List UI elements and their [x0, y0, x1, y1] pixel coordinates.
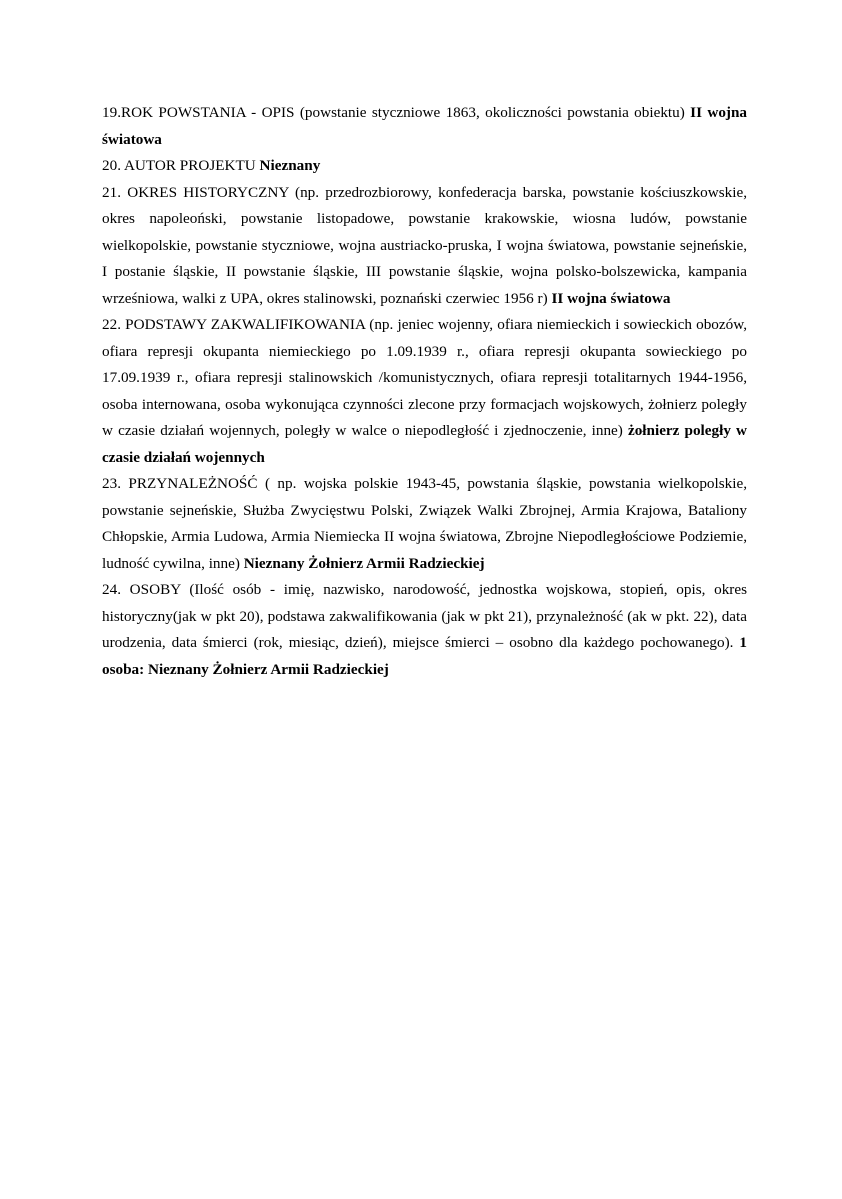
- item-23-przynaleznosc: [102, 471, 747, 577]
- item-label: 19.ROK POWSTANIA - OPIS: [102, 104, 295, 121]
- document-page: [102, 100, 747, 683]
- item-label: 22. PODSTAWY ZAKWALIFIKOWANIA: [102, 316, 366, 333]
- item-description: (Ilość osób - imię, nazwisko, narodowość, jednostka wojskowa, stopień, opis, okres historyczny(jak w pkt 20), podstawa zakwalifikowania (jak w pkt 21), przynależność (ak w pkt. 22), data urodzenia, data śmierci (rok, miesiąc, dzień), miejsce śmierci – osobno dla każdego pochowanego).: [102, 581, 748, 651]
- item-description: (np. jeniec wojenny, ofiara niemieckich i sowieckich obozów, ofiara represji okupanta niemieckiego po 1.09.1939 r., ofiara represji okupanta sowieckiego po 17.09.1939 r., ofiara represji stalinowskich /komunistycznych, ofiara represji totalitarnych 1944-1956, osoba internowana, osoba wykonująca czynności zlecone przy formacjach wojskowych, żołnierz poległy w czasie działań wojennych, poległy w walce o niepodległość i zjednoczenie, inne): [102, 316, 747, 439]
- item-answer: Nieznany Żołnierz Armii Radzieckiej: [243, 554, 485, 572]
- item-label: 23. PRZYNALEŻNOŚĆ: [102, 475, 258, 492]
- item-20-autor-projektu: [102, 153, 747, 180]
- item-label: 21. OKRES HISTORYCZNY: [102, 183, 289, 201]
- item-description: ( np. wojska polskie 1943-45, powstania śląskie, powstania wielkopolskie, powstanie sejneńskie, Służba Zwycięstwu Polski, Związek Walki Zbrojnej, Armia Krajowa, Bataliony Chłopskie, Armia Ludowa, Armia Niemiecka II wojna światowa, Zbrojne Niepodległościowe Podziemie, ludność cywilna, inne): [102, 475, 748, 572]
- item-answer: 1 osoba: Nieznany Żołnierz Armii Radzieckiej: [102, 634, 747, 678]
- item-answer: II wojna światowa: [551, 289, 671, 307]
- item-answer: żołnierz poległy w czasie działań wojennych: [102, 422, 747, 466]
- item-label: 24. OSOBY: [102, 581, 181, 598]
- item-answer: Nieznany: [259, 157, 321, 174]
- item-description: (powstanie styczniowe 1863, okoliczności powstania obiektu): [299, 104, 685, 121]
- item-22-podstawy-zakwalifikowania: [102, 312, 747, 471]
- item-24-osoby: [102, 577, 747, 683]
- item-21-okres-historyczny: [102, 180, 747, 313]
- item-answer: II wojna światowa: [102, 104, 748, 148]
- item-19-rok-powstania: [102, 100, 747, 153]
- item-description: (np. przedrozbiorowy, konfederacja barska, powstanie kościuszkowskie, okres napoleoński, powstanie listopadowe, powstanie krakowskie, wiosna ludów, powstanie wielkopolskie, powstanie styczniowe, wojna austriacko-pruska, I wojna światowa, powstanie sejneńskie, I postanie śląskie, II powstanie śląskie, III powstanie śląskie, wojna polsko-bolszewicka, kampania wrześniowa, walki z UPA, okres stalinowski, poznański czerwiec 1956 r): [102, 183, 747, 307]
- item-label: 20. AUTOR PROJEKTU: [102, 157, 256, 174]
